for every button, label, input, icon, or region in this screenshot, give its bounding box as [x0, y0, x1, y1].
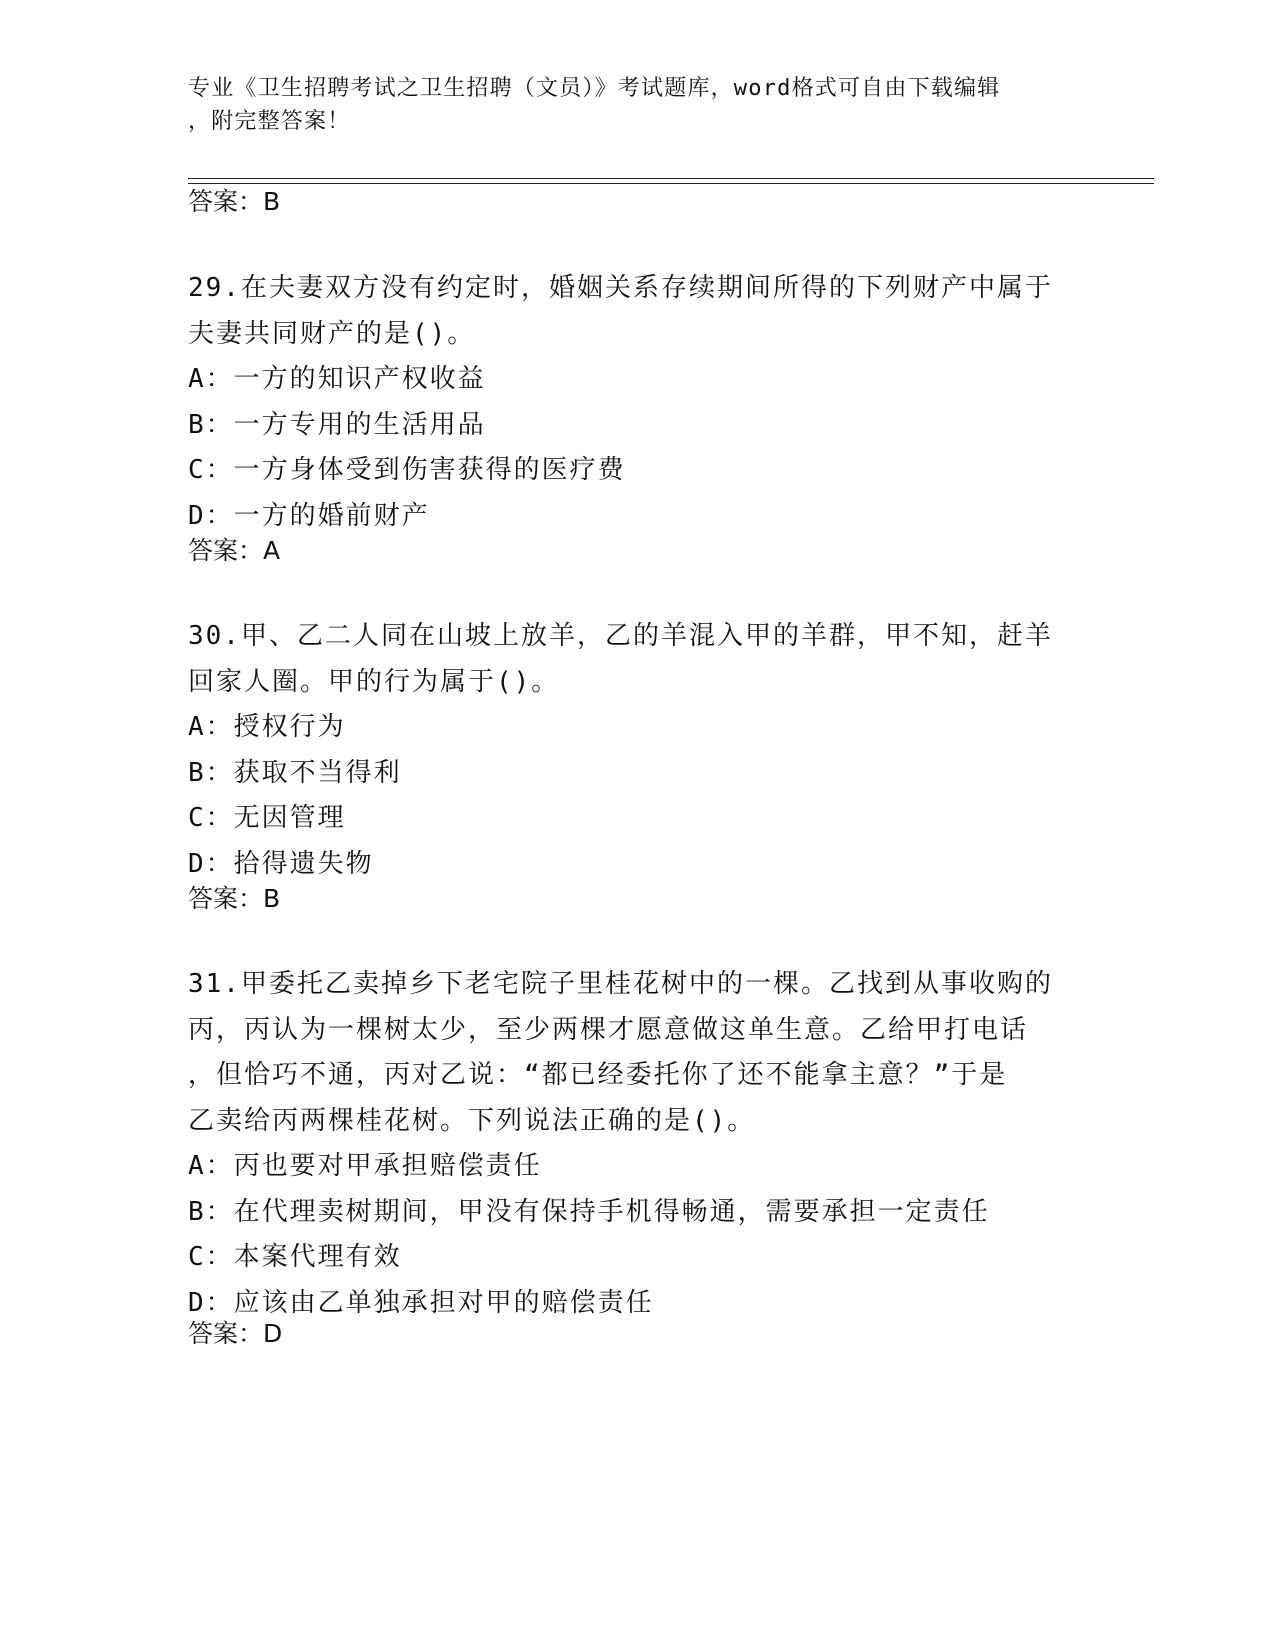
- option-d: D：应该由乙单独承担对甲的赔偿责任: [188, 1287, 654, 1318]
- question-stem-line: 夫妻共同财产的是()。: [188, 318, 476, 349]
- question-31-answer: 答案：D: [188, 1319, 283, 1348]
- question-stem-line: 30.甲、乙二人同在山坡上放羊，乙的羊混入甲的羊群，甲不知，赶羊: [188, 621, 1053, 651]
- question-29: [188, 266, 1078, 539]
- question-stem-line: 丙，丙认为一棵树太少，至少两棵才愿意做这单生意。乙给甲打电话: [188, 1014, 1029, 1045]
- header-line-1: 专业《卫生招聘考试之卫生招聘（文员）》考试题库，word格式可自由下载编辑: [188, 76, 1001, 101]
- header-divider-top: [188, 178, 1154, 179]
- option-c: C：一方身体受到伤害获得的医疗费: [188, 455, 626, 485]
- question-stem-line: 乙卖给丙两棵桂花树。下列说法正确的是()。: [188, 1105, 756, 1136]
- option-d: D：拾得遗失物: [188, 848, 374, 879]
- header-line-2: ，附完整答案！: [188, 109, 351, 134]
- question-31: [188, 962, 1078, 1326]
- question-stem-line: 29.在夫妻双方没有约定时，婚姻关系存续期间所得的下列财产中属于: [188, 273, 1053, 303]
- option-a: A：授权行为: [188, 712, 346, 742]
- question-30: [188, 614, 1078, 887]
- question-stem-line: 回家人圈。甲的行为属于()。: [188, 666, 560, 697]
- option-b: B：在代理卖树期间，甲没有保持手机得畅通，需要承担一定责任: [188, 1196, 990, 1227]
- option-c: C：本案代理有效: [188, 1242, 402, 1272]
- header-divider-bottom: [188, 183, 1154, 184]
- question-stem-line: ，但恰巧不通，丙对乙说：“都已经委托你了还不能拿主意？”于是: [188, 1060, 1008, 1090]
- question-30-answer: 答案：B: [188, 884, 281, 913]
- option-b: B：一方专用的生活用品: [188, 409, 486, 440]
- question-29-answer: 答案：A: [188, 536, 281, 565]
- option-a: A：丙也要对甲承担赔偿责任: [188, 1151, 542, 1181]
- question-stem-line: 31.甲委托乙卖掉乡下老宅院子里桂花树中的一棵。乙找到从事收购的: [188, 969, 1053, 999]
- option-d: D：一方的婚前财产: [188, 500, 430, 531]
- option-a: A：一方的知识产权收益: [188, 364, 486, 394]
- document-header: [188, 72, 1068, 138]
- option-c: C：无因管理: [188, 803, 346, 833]
- prev-question-answer: 答案：B: [188, 187, 281, 216]
- option-b: B：获取不当得利: [188, 757, 402, 788]
